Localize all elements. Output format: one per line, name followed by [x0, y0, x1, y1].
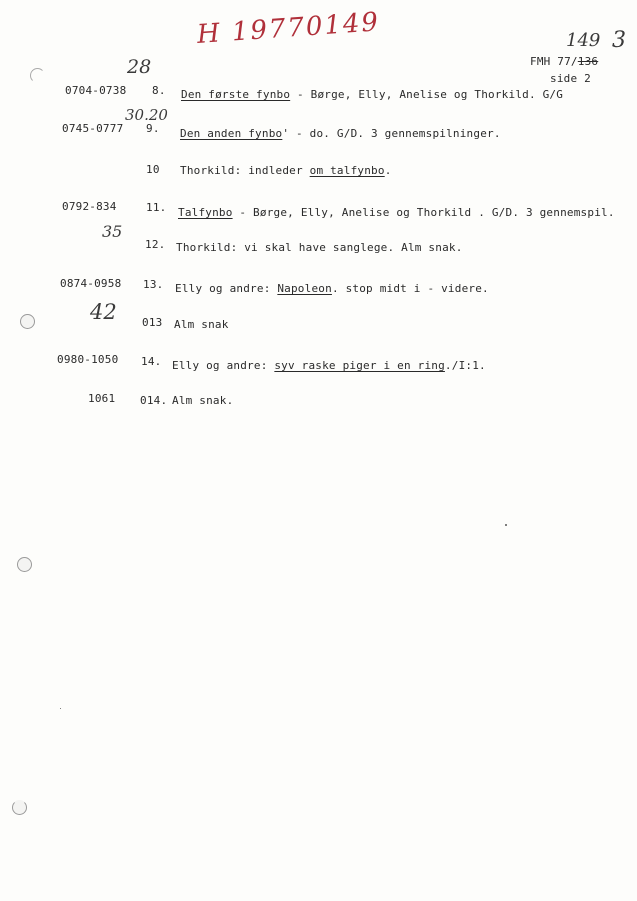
entry-lead: Thorkild: indleder [180, 164, 310, 177]
entry-lead: Elly og andre: [175, 282, 278, 295]
entry-text: Alm snak [174, 318, 229, 331]
entry-text [172, 359, 486, 372]
entry-title: om talfynbo [309, 164, 385, 177]
entry-title: Den første fynbo [181, 88, 291, 101]
entry-number: 10 [146, 163, 160, 176]
collection-handwritten-suffix: 3 [612, 28, 626, 53]
counter-range: 1061 [88, 392, 116, 405]
entry-text [181, 88, 563, 101]
archive-number: H 19770149 [196, 7, 381, 50]
entry-text [178, 206, 615, 219]
counter-range: 0792-834 [62, 200, 117, 213]
entry-rest: ./I:1. [444, 359, 486, 372]
entry-text [180, 164, 392, 177]
punch-hole-upper [20, 314, 35, 329]
entry-number: 9. [146, 122, 160, 135]
entry-number: 14. [141, 355, 162, 368]
punch-hole-top [30, 68, 45, 83]
counter-range: 0745-0777 [62, 122, 124, 135]
collection-new-number: 149 [566, 30, 601, 51]
entry-title: syv raske piger i en ring [274, 359, 445, 372]
entry-text [180, 127, 501, 140]
entry-number: 014. [140, 394, 168, 407]
collection-reference [530, 55, 598, 68]
page-label: side 2 [550, 72, 591, 85]
entry-rest: . [384, 164, 392, 177]
entry-title: Talfynbo [178, 206, 233, 219]
entry-number: 8. [152, 84, 166, 97]
punch-hole-middle [17, 557, 32, 572]
collection-prefix: FMH 77/ [530, 55, 578, 68]
time-note: 28 [127, 56, 152, 78]
speck-mark [60, 708, 61, 709]
entry-lead: Elly og andre: [172, 359, 275, 372]
punch-hole-bottom [12, 800, 27, 815]
entry-rest: . stop midt i - videre. [331, 282, 489, 295]
collection-old-number: 136 [577, 55, 599, 68]
entry-number: 013 [142, 316, 163, 329]
entry-title: Den anden fynbo [180, 127, 283, 140]
entry-number: 13. [143, 278, 164, 291]
time-note: 35 [102, 222, 123, 241]
entry-rest: ' - do. G/D. 3 gennemspilninger. [282, 127, 501, 140]
speck-mark [505, 524, 507, 526]
time-note: 30.20 [125, 106, 168, 124]
entry-number: 12. [145, 238, 166, 251]
entry-rest: - Børge, Elly, Anelise og Thorkild. G/G [290, 88, 564, 101]
entry-text: Thorkild: vi skal have sanglege. Alm snak. [176, 241, 463, 254]
counter-range: 0874-0958 [60, 277, 122, 290]
entry-title: Napoleon [277, 282, 332, 295]
counter-range: 0704-0738 [65, 84, 127, 97]
counter-range: 0980-1050 [57, 353, 119, 366]
entry-number: 11. [146, 201, 167, 214]
time-note: 42 [90, 300, 117, 324]
entry-text: Alm snak. [172, 394, 234, 407]
entry-text [175, 282, 489, 295]
entry-rest: - Børge, Elly, Anelise og Thorkild . G/D. 3 gennemspil. [232, 206, 615, 219]
